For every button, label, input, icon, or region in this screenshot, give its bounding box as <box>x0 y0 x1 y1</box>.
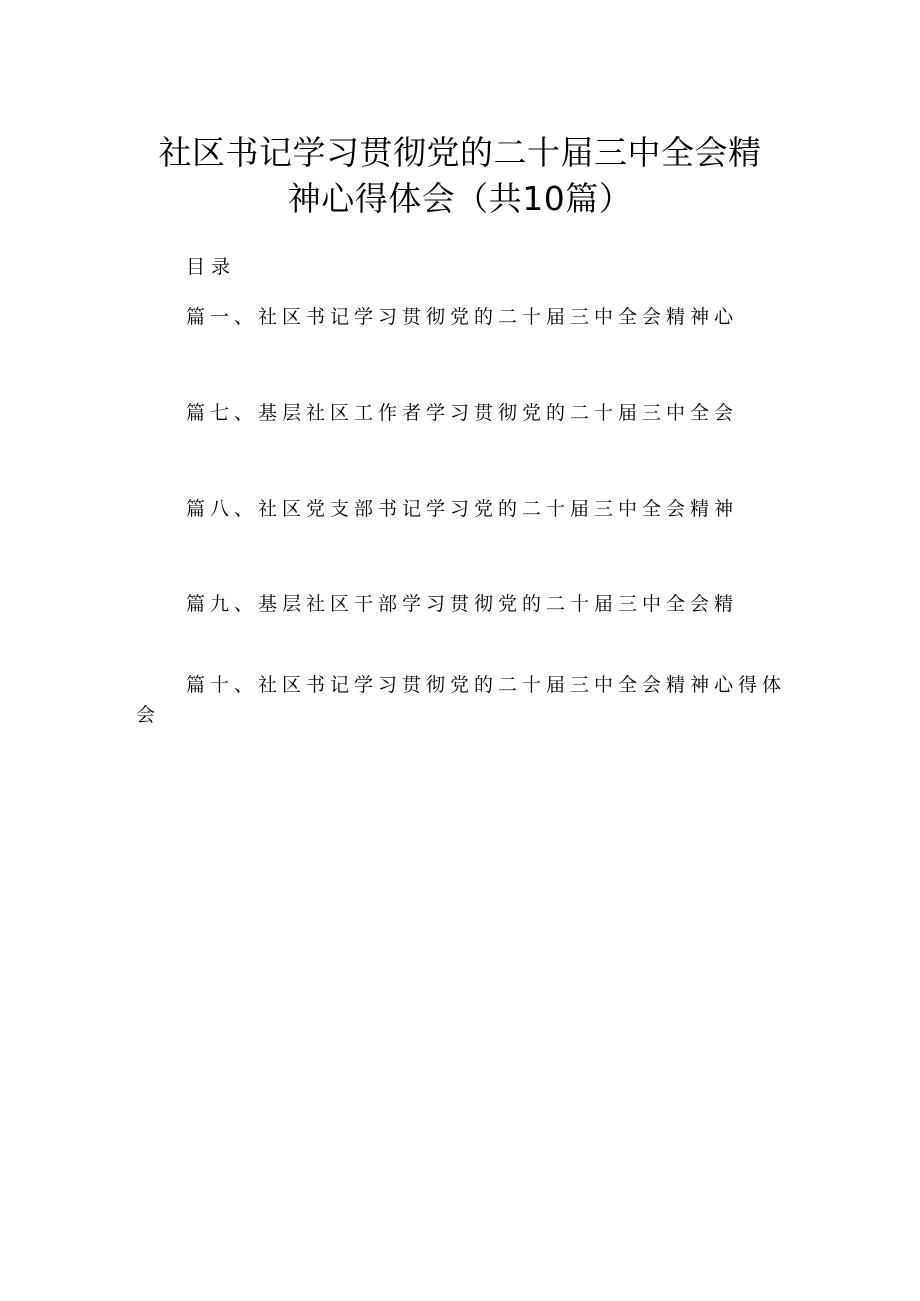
toc-heading: 目录 <box>186 256 237 278</box>
document-title <box>120 130 800 222</box>
toc-item-7: 篇七、基层社区工作者学习贯彻党的二十届三中全会 <box>186 402 739 424</box>
toc-item-9: 篇九、基层社区干部学习贯彻党的二十届三中全会精 <box>186 593 739 615</box>
toc-item-1: 篇一、社区书记学习贯彻党的二十届三中全会精神心 <box>186 306 739 328</box>
title-line-2: 神心得体会（共10篇） <box>287 179 633 218</box>
toc-item-10: 篇十、社区书记学习贯彻党的二十届三中全会精神心得体会 <box>136 674 787 726</box>
toc-item-8: 篇八、社区党支部书记学习党的二十届三中全会精神 <box>186 498 739 520</box>
title-line-1: 社区书记学习贯彻党的二十届三中全会精 <box>158 133 762 172</box>
